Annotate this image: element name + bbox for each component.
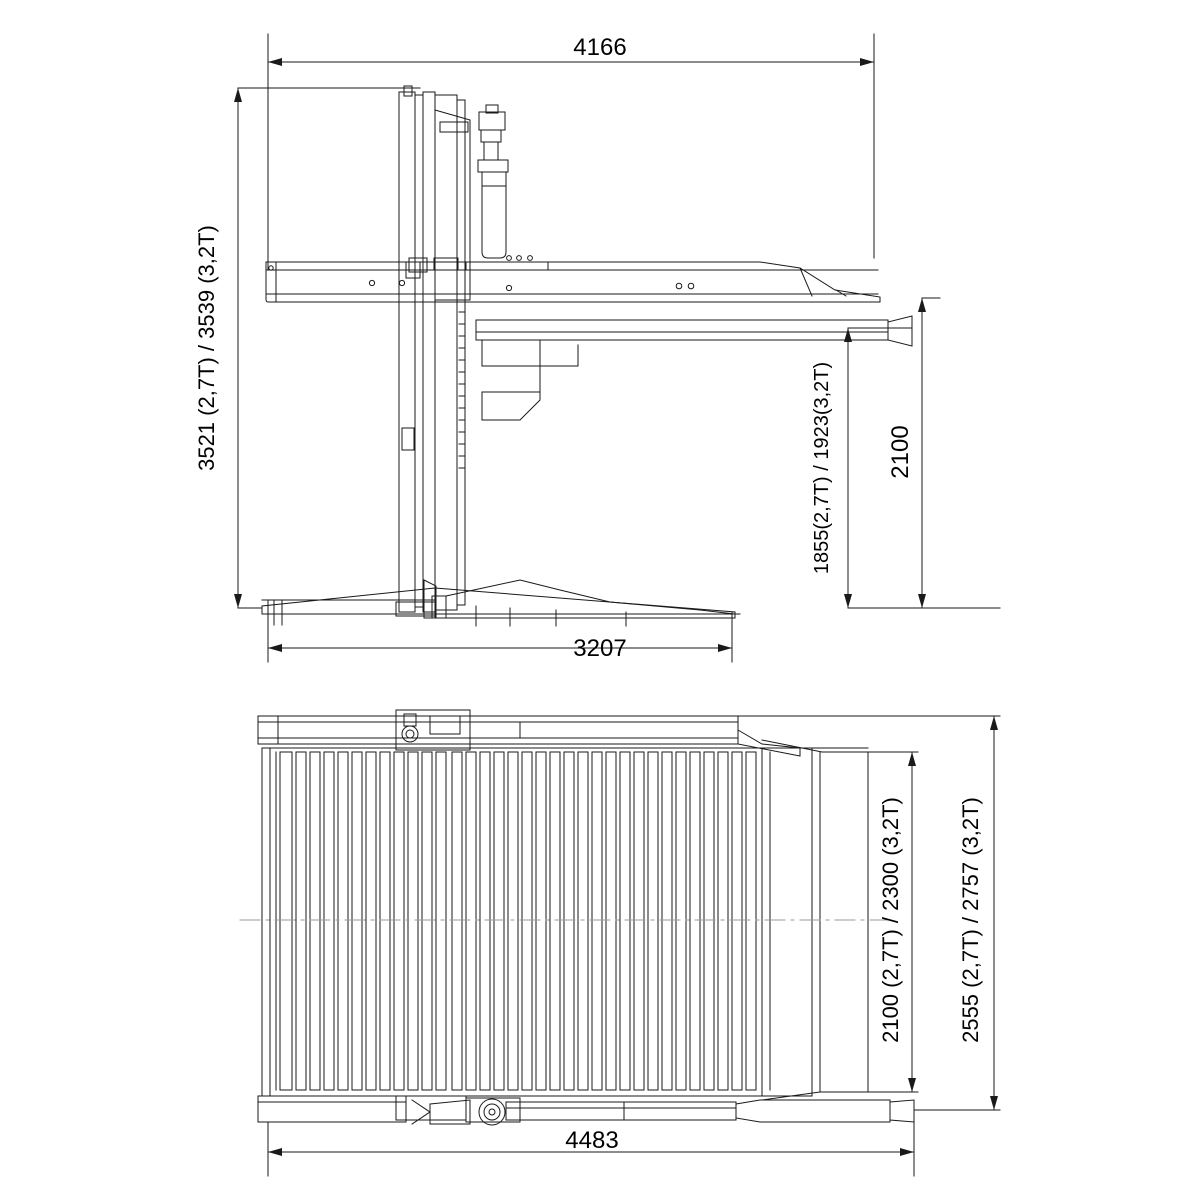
dim-plan-outer-width: 2555 (2,7T) / 2757 (3,2T) bbox=[958, 797, 983, 1043]
dim-side-base-width: 3207 bbox=[573, 635, 627, 662]
dim-plan-length: 4483 bbox=[565, 1127, 619, 1154]
dim-plan-inner-width: 2100 (2,7T) / 2300 (3,2T) bbox=[878, 797, 903, 1043]
dim-side-top-width: 4166 bbox=[573, 34, 627, 61]
dim-side-platform-height: 1855(2,7T) / 1923(3,2T) bbox=[811, 361, 833, 575]
dim-side-clear-height: 2100 bbox=[887, 425, 914, 479]
dim-side-overall-height: 3521 (2,7T) / 3539 (3,2T) bbox=[194, 225, 219, 471]
